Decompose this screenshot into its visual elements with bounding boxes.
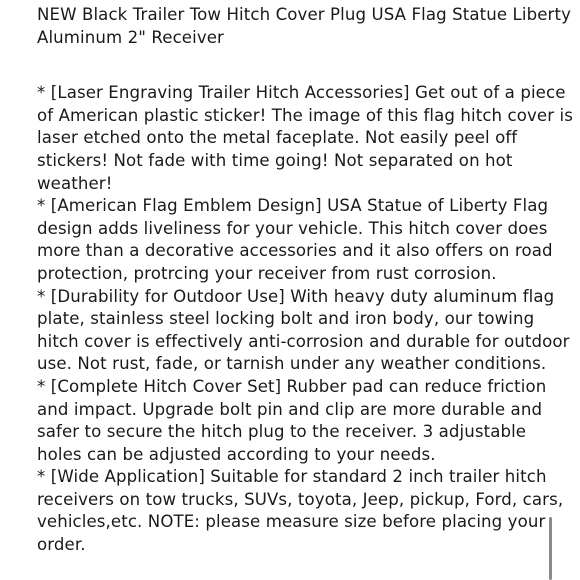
bullet-complete-set: * [Complete Hitch Cover Set] Rubber pad can reduce friction and impact. Upgrade bolt pin and clip are more durable and safer to secure the hitch plug to the receiver. 3 adjustable holes can be adjusted according to your needs.: [37, 376, 547, 464]
bullet-durability: * [Durability for Outdoor Use] With heavy duty aluminum flag plate, stainless steel locking bolt and iron body, our towing hitch cover is effectively anti-corrosion and durable for outdoor use. Not rust, fade, or tarnish under any weather conditions.: [37, 286, 570, 374]
blank-line: [37, 49, 573, 82]
bullet-laser-engraving: * [Laser Engraving Trailer Hitch Accessories] Get out of a piece of American plastic sticker! The image of this flag hitch cover is laser etched onto the metal faceplate. Not easily peel off stickers! Not fade with time going! Not separated on hot weather!: [37, 83, 573, 193]
bullet-flag-emblem-design: * [American Flag Emblem Design] USA Statue of Liberty Flag design adds liveliness for your vehicle. This hitch cover does more than a decorative accessories and it also offers on road protection, protrcing your receiver from rust corrosion.: [37, 196, 553, 283]
listing-title: NEW Black Trailer Tow Hitch Cover Plug USA Flag Statue Liberty Aluminum 2" Receiver: [37, 5, 571, 47]
bullet-wide-application: * [Wide Application] Suitable for standard 2 inch trailer hitch receivers on tow trucks, SUVs, toyota, Jeep, pickup, Ford, cars, vehicles,etc. NOTE: please measure size before placing your order.: [37, 467, 564, 555]
product-description: [37, 4, 573, 557]
vertical-scrollbar-thumb[interactable]: [549, 517, 552, 580]
